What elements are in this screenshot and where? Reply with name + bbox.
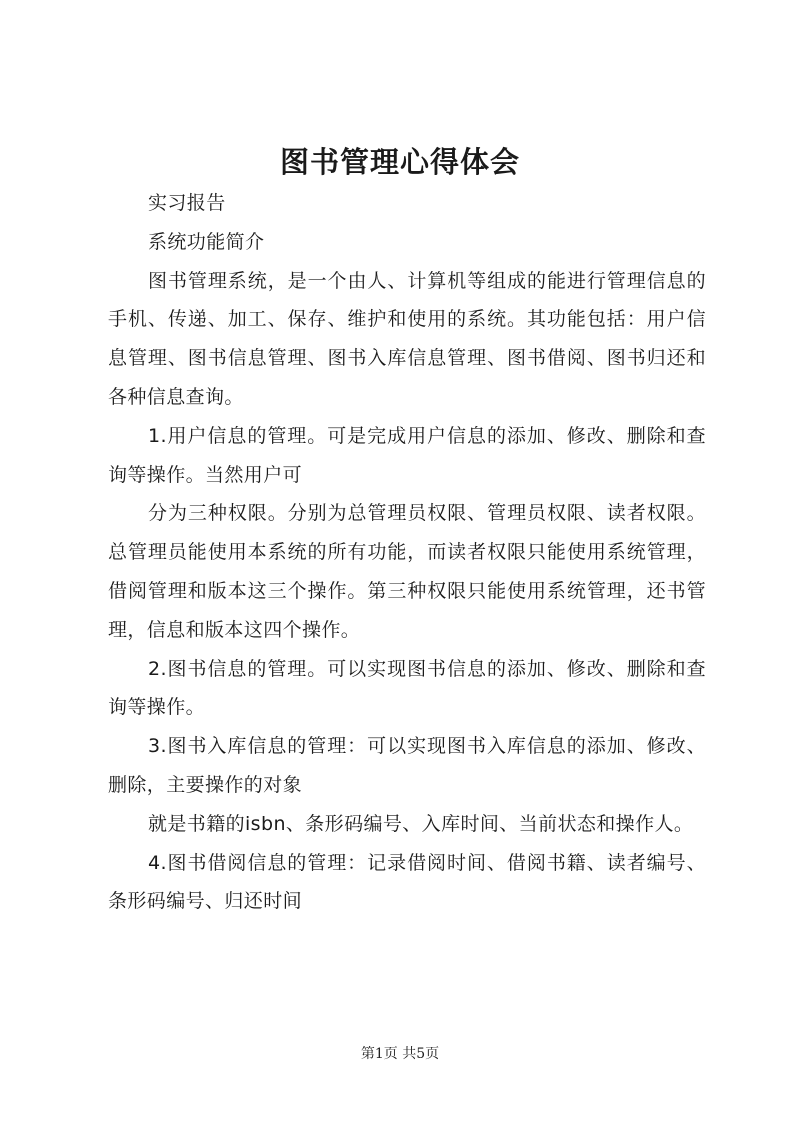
page-number-footer: 第1页 共5页 xyxy=(360,1046,440,1062)
paragraph-section-heading: 系统功能简介 xyxy=(148,230,265,253)
paragraph-book-info-management: 2.图书信息的管理。可以实现图书信息的添加、修改、删除和查询等操作。 xyxy=(108,657,706,719)
document-title: 图书管理心得体会 xyxy=(279,145,520,179)
paragraph-user-management: 1.用户信息的管理。可是完成用户信息的添加、修改、删除和查询等操作。当然用户可 xyxy=(108,424,706,486)
paragraph-permissions: 分为三种权限。分别为总管理员权限、管理员权限、读者权限。总管理员能使用本系统的所有功能，而读者权限只能使用系统管理，借阅管理和版本这三个操作。第三种权限只能使用系统管理，还书管理，信息和版本这四个操作。 xyxy=(108,502,706,641)
paragraph-stock-in-management: 3.图书入库信息的管理：可以实现图书入库信息的添加、修改、删除，主要操作的对象 xyxy=(108,735,706,796)
paragraph-system-intro: 图书管理系统，是一个由人、计算机等组成的能进行管理信息的手机、传递、加工、保存、维护和使用的系统。其功能包括：用户信息管理、图书信息管理、图书入库信息管理、图书借阅、图书归还和各种信息查询。 xyxy=(108,269,706,408)
paragraph-stock-in-objects: 就是书籍的isbn、条形码编号、入库时间、当前状态和操作人。 xyxy=(148,812,694,835)
document-body xyxy=(108,184,706,921)
paragraph-borrow-management: 4.图书借阅信息的管理：记录借阅时间、借阅书籍、读者编号、条形码编号、归还时间 xyxy=(108,851,706,913)
paragraph-report-label: 实习报告 xyxy=(148,192,226,214)
